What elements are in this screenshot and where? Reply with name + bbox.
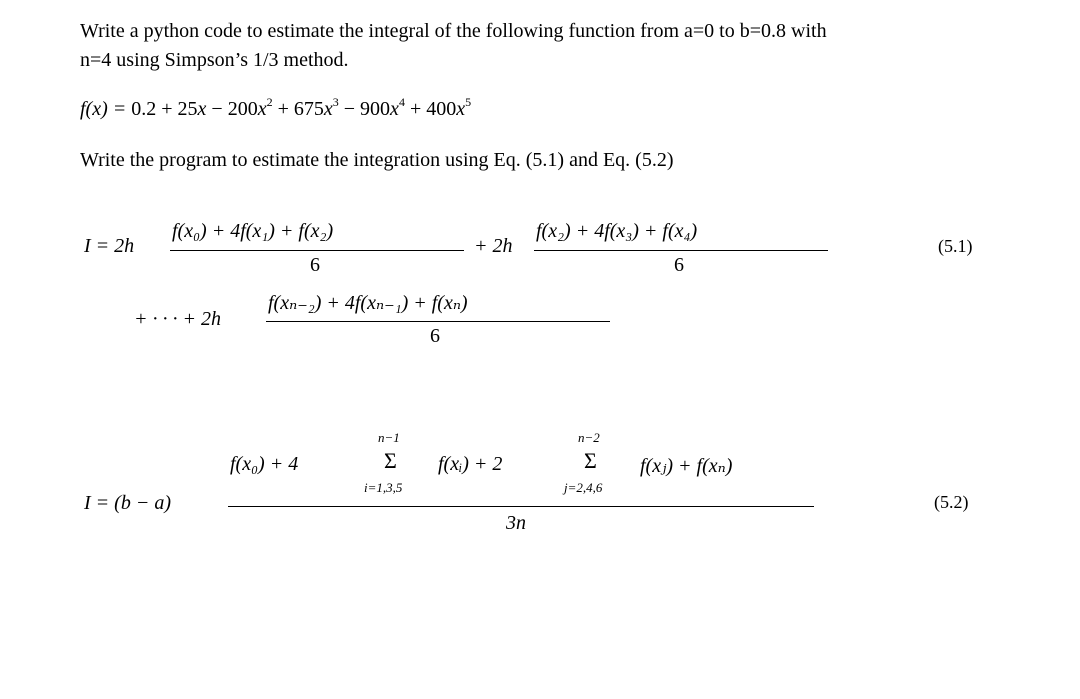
eq52-denominator: 3n bbox=[506, 512, 526, 534]
function-var-5: x bbox=[456, 98, 466, 120]
eq52-numerator-part-b: f(xᵢ) + 2 bbox=[438, 453, 503, 475]
function-power-4: 4 bbox=[398, 95, 405, 109]
eq52-fraction-bar bbox=[228, 506, 814, 507]
eq51-number-label: (5.1) bbox=[938, 236, 973, 256]
eq51-numerator-3: f(xₙ₋₂) + 4f(xₙ₋₁) + f(xₙ) bbox=[268, 292, 468, 314]
function-term-1: 0.2 + 25 bbox=[131, 98, 198, 120]
function-var-2: x bbox=[257, 98, 267, 120]
eq51-continuation-lead: + · · · + 2h bbox=[134, 308, 221, 330]
function-term-5: + 400 bbox=[404, 98, 457, 120]
eq52-numerator-part-c: f(xⱼ) + f(xₙ) bbox=[640, 455, 733, 477]
eq52-number-label: (5.2) bbox=[934, 492, 969, 512]
eq51-denominator-2: 6 bbox=[674, 254, 684, 276]
function-lhs: f(x) = bbox=[80, 98, 132, 120]
eq52-numerator-part-a: f(x₀) + 4 bbox=[230, 453, 299, 475]
function-var-3: x bbox=[323, 98, 333, 120]
function-power-2: 2 bbox=[266, 95, 273, 109]
eq51-lhs: I = 2h bbox=[84, 235, 135, 257]
eq51-denominator-1: 6 bbox=[310, 254, 320, 276]
function-term-2: − 200 bbox=[206, 98, 258, 120]
problem-text-line-2: n=4 using Simpson’s 1/3 method. bbox=[80, 49, 349, 71]
eq52-sum1-lower-limit: i=1,3,5 bbox=[364, 480, 403, 495]
eq51-numerator-2: f(x₂) + 4f(x₃) + f(x₄) bbox=[536, 220, 698, 242]
eq51-plus-2h: + 2h bbox=[474, 235, 513, 257]
eq52-sum2-sigma: Σ bbox=[584, 448, 597, 473]
eq52-lhs: I = (b − a) bbox=[84, 492, 171, 514]
function-power-5: 5 bbox=[465, 95, 472, 109]
eq52-sum2-lower-limit: j=2,4,6 bbox=[564, 480, 603, 495]
problem-text-line-1: Write a python code to estimate the integral of the following function from a=0 to b=0.8 with bbox=[80, 20, 827, 42]
function-power-3: 3 bbox=[332, 95, 339, 109]
eq52-sum2-upper-limit: n−2 bbox=[578, 430, 600, 445]
eq51-denominator-3: 6 bbox=[430, 325, 440, 347]
function-term-4: − 900 bbox=[338, 98, 391, 120]
eq52-sum1-upper-limit: n−1 bbox=[378, 430, 400, 445]
problem-text-line-3: Write the program to estimate the integration using Eq. (5.1) and Eq. (5.2) bbox=[80, 149, 674, 171]
eq51-numerator-1: f(x₀) + 4f(x₁) + f(x₂) bbox=[172, 220, 334, 242]
eq52-sum1-sigma: Σ bbox=[384, 448, 397, 473]
function-term-3: + 675 bbox=[272, 98, 324, 120]
function-var-1: x bbox=[197, 98, 207, 120]
function-var-4: x bbox=[390, 98, 399, 120]
